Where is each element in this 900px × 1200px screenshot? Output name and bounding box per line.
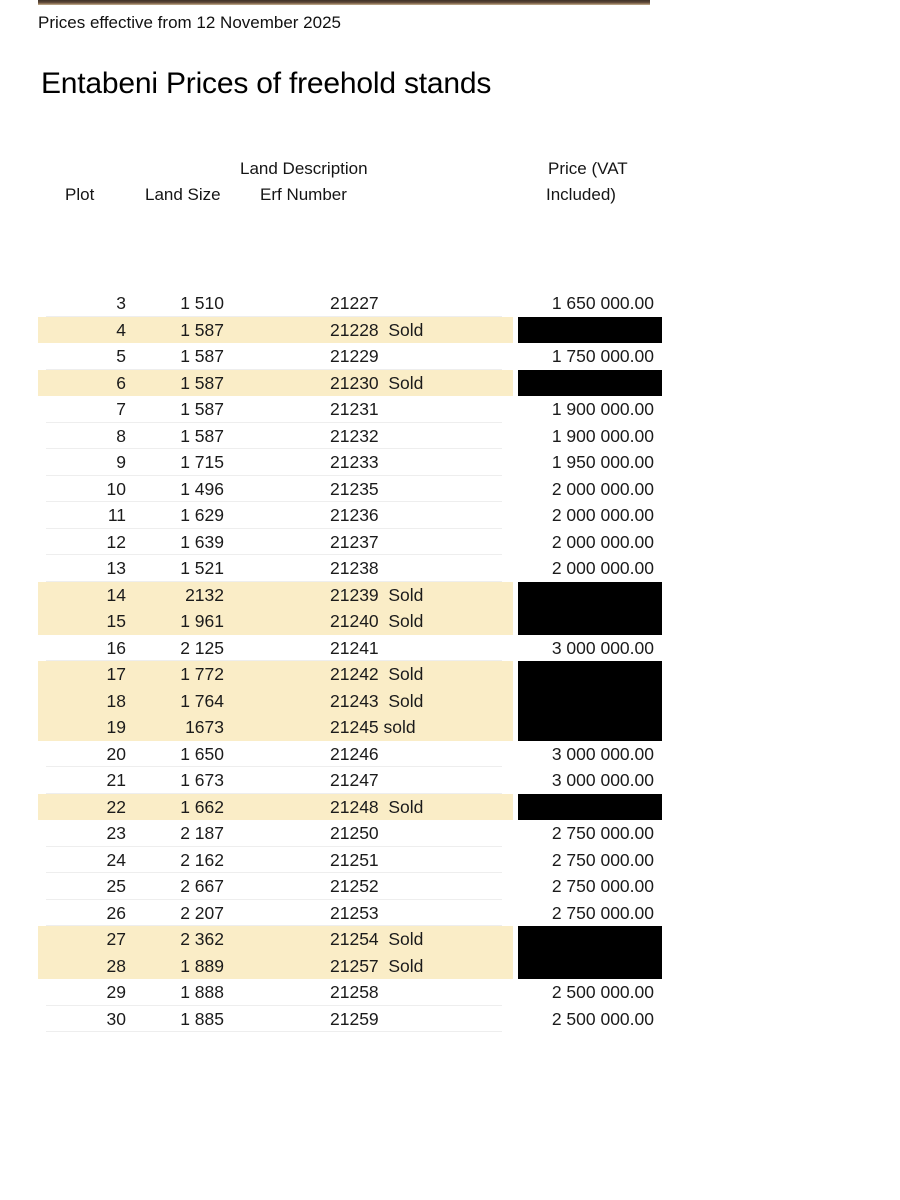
cell-price: 2 750 000.00 [551, 823, 654, 843]
table-row [38, 953, 662, 980]
cell-price: 2 000 000.00 [551, 531, 654, 552]
cell-plot: 14 [106, 584, 126, 605]
cell-land-size: 2 162 [180, 849, 224, 870]
cell-price [468, 953, 654, 980]
cell-land-size: 2 667 [180, 876, 224, 896]
table-row [38, 476, 662, 503]
table-row [38, 688, 662, 715]
cell-erf-number: 21247 [330, 770, 379, 790]
table-row [38, 555, 662, 582]
cell-erf-number: 21239 Sold [330, 584, 424, 605]
table-row [38, 714, 662, 741]
cell-plot: 3 [116, 293, 126, 313]
table-row [38, 926, 662, 953]
cell-plot: 11 [107, 505, 126, 525]
cell-price: 1 650 000.00 [551, 293, 654, 313]
cell-land-size: 1 639 [180, 531, 224, 552]
cell-price: 3 000 000.00 [551, 743, 654, 764]
cell-erf-number: 21228 Sold [330, 319, 424, 340]
page-title: Entabeni Prices of freehold stands [41, 67, 492, 100]
cell-price [468, 714, 654, 741]
cell-plot: 16 [106, 637, 126, 658]
banner-image-strip [38, 0, 650, 5]
cell-erf-number: 21232 [330, 425, 379, 446]
cell-land-size: 1 496 [180, 478, 224, 499]
cell-price: 2 750 000.00 [551, 849, 654, 870]
cell-price: 2 000 000.00 [551, 478, 654, 499]
table-row [38, 847, 662, 874]
cell-price [468, 926, 654, 953]
cell-land-size: 1 889 [180, 955, 224, 976]
cell-erf-number: 21229 [330, 346, 379, 366]
cell-land-size: 1 587 [180, 372, 224, 393]
cell-land-size: 1 715 [180, 452, 224, 472]
cell-land-size: 1 587 [180, 399, 224, 419]
cell-plot: 4 [116, 319, 126, 340]
cell-plot: 17 [106, 664, 126, 684]
table-row [38, 661, 662, 688]
table-row [38, 423, 662, 450]
cell-plot: 21 [106, 770, 126, 790]
cell-erf-number: 21227 [330, 293, 379, 313]
table-row [38, 1006, 662, 1033]
cell-plot: 30 [106, 1008, 126, 1029]
cell-price: 3 000 000.00 [551, 637, 654, 658]
table-row [38, 820, 662, 847]
table-row [38, 396, 662, 423]
cell-plot: 29 [106, 982, 126, 1002]
cell-erf-number: 21231 [330, 399, 379, 419]
cell-land-size: 1 650 [180, 743, 224, 764]
cell-plot: 6 [116, 372, 126, 393]
table-row [38, 741, 662, 768]
cell-land-size: 1 764 [180, 690, 224, 711]
table-row [38, 979, 662, 1006]
table-row [38, 582, 662, 609]
price-table [38, 290, 662, 1032]
cell-land-size: 1 772 [180, 664, 224, 684]
table-row [38, 794, 662, 821]
header-price-line2: Included) [546, 185, 616, 204]
header-plot: Plot [65, 185, 95, 204]
cell-land-size: 1 673 [180, 770, 224, 790]
table-row [38, 608, 662, 635]
cell-price: 2 750 000.00 [551, 902, 654, 923]
cell-land-size: 2 362 [180, 929, 224, 949]
cell-price: 1 750 000.00 [551, 346, 654, 366]
cell-erf-number: 21257 Sold [330, 955, 424, 976]
cell-land-size: 1 587 [180, 319, 224, 340]
table-row [38, 635, 662, 662]
cell-land-size: 1673 [185, 717, 224, 737]
cell-plot: 10 [106, 478, 126, 499]
table-row [38, 873, 662, 900]
header-price-line1: Price (VAT [548, 159, 628, 178]
cell-erf-number: 21233 [330, 452, 379, 472]
cell-plot: 18 [106, 690, 126, 711]
cell-price: 2 000 000.00 [551, 505, 654, 525]
cell-price: 3 000 000.00 [551, 770, 654, 790]
header-land-size: Land Size [145, 185, 221, 204]
cell-price [468, 370, 654, 397]
cell-erf-number: 21250 [330, 823, 379, 843]
cell-erf-number: 21236 [330, 505, 379, 525]
effective-date-line: Prices effective from 12 November 2025 [38, 13, 341, 32]
cell-erf-number: 21254 Sold [330, 929, 424, 949]
cell-erf-number: 21252 [330, 876, 379, 896]
cell-price [468, 794, 654, 821]
cell-land-size: 1 587 [180, 425, 224, 446]
cell-erf-number: 21240 Sold [330, 611, 424, 631]
cell-erf-number: 21237 [330, 531, 379, 552]
cell-plot: 26 [106, 902, 126, 923]
cell-land-size: 1 885 [180, 1008, 224, 1029]
cell-price [468, 582, 654, 609]
table-row [38, 370, 662, 397]
cell-plot: 9 [116, 452, 126, 472]
cell-plot: 20 [106, 743, 126, 764]
table-row [38, 449, 662, 476]
cell-erf-number: 21259 [330, 1008, 379, 1029]
cell-price [468, 661, 654, 688]
cell-land-size: 2 207 [180, 902, 224, 923]
cell-price: 2 500 000.00 [551, 1008, 654, 1029]
cell-plot: 27 [106, 929, 126, 949]
cell-plot: 24 [106, 849, 126, 870]
cell-price: 2 500 000.00 [551, 982, 654, 1002]
cell-land-size: 1 662 [180, 796, 224, 817]
table-row [38, 343, 662, 370]
table-row [38, 290, 662, 317]
cell-price: 1 900 000.00 [551, 399, 654, 419]
cell-price: 2 750 000.00 [551, 876, 654, 896]
header-erf-number: Erf Number [260, 185, 347, 204]
cell-plot: 23 [106, 823, 126, 843]
cell-land-size: 2 125 [180, 637, 224, 658]
cell-plot: 25 [106, 876, 126, 896]
table-row [38, 767, 662, 794]
cell-land-size: 1 961 [180, 611, 224, 631]
cell-erf-number: 21241 [330, 637, 379, 658]
cell-land-size: 1 521 [180, 558, 224, 578]
cell-price [468, 608, 654, 635]
cell-erf-number: 21230 Sold [330, 372, 424, 393]
table-row [38, 502, 662, 529]
table-row [38, 317, 662, 344]
table-row [38, 900, 662, 927]
cell-plot: 12 [106, 531, 126, 552]
cell-land-size: 1 510 [180, 293, 224, 313]
cell-plot: 28 [106, 955, 126, 976]
cell-erf-number: 21246 [330, 743, 379, 764]
cell-land-size: 2132 [185, 584, 224, 605]
cell-plot: 19 [106, 717, 126, 737]
cell-erf-number: 21242 Sold [330, 664, 424, 684]
cell-price [468, 688, 654, 715]
cell-plot: 13 [106, 558, 126, 578]
cell-land-size: 1 587 [180, 346, 224, 366]
cell-erf-number: 21253 [330, 902, 379, 923]
cell-plot: 15 [106, 611, 126, 631]
cell-plot: 22 [106, 796, 126, 817]
cell-erf-number: 21243 Sold [330, 690, 424, 711]
cell-erf-number: 21238 [330, 558, 379, 578]
cell-land-size: 2 187 [180, 823, 224, 843]
cell-erf-number: 21258 [330, 982, 379, 1002]
cell-price: 1 900 000.00 [551, 425, 654, 446]
cell-plot: 7 [116, 399, 126, 419]
cell-price: 2 000 000.00 [551, 558, 654, 578]
cell-land-size: 1 888 [180, 982, 224, 1002]
cell-price: 1 950 000.00 [551, 452, 654, 472]
cell-land-size: 1 629 [180, 505, 224, 525]
cell-erf-number: 21235 [330, 478, 379, 499]
table-row [38, 529, 662, 556]
cell-erf-number: 21248 Sold [330, 796, 424, 817]
cell-erf-number: 21245 sold [330, 717, 416, 737]
cell-plot: 8 [116, 425, 126, 446]
cell-price [468, 317, 654, 344]
cell-erf-number: 21251 [330, 849, 379, 870]
cell-plot: 5 [116, 346, 126, 366]
header-land-description: Land Description [240, 159, 368, 178]
